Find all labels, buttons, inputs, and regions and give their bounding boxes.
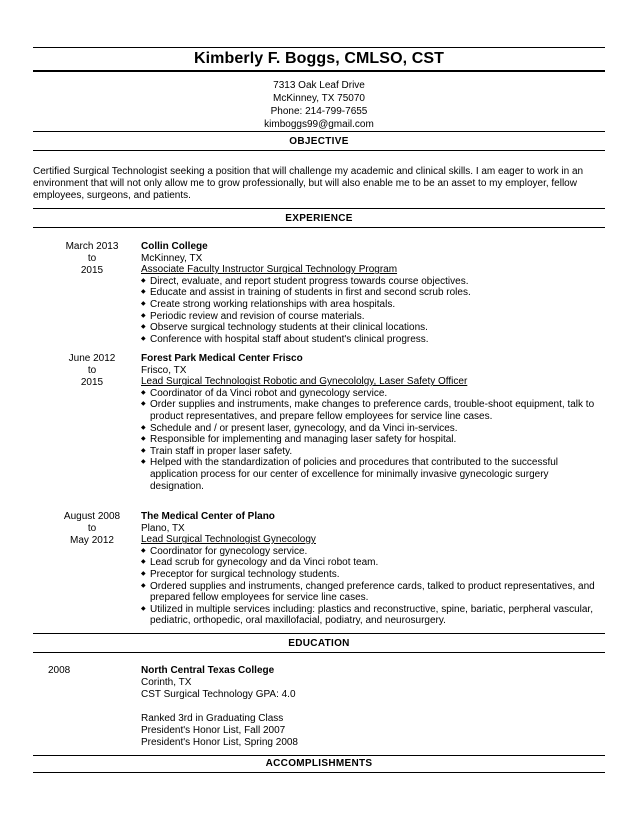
bullet-item: ◆ Helped with the standardization of policies and procedures that contributed to the successful application process for our center of excellence for minimally invasive gynecologic surgery designation. <box>141 457 605 492</box>
phone: Phone: 214-799-7655 <box>270 106 368 117</box>
objective-rule-bottom <box>33 150 605 151</box>
job-organization: The Medical Center of Plano <box>141 511 275 522</box>
bullet-item: ◆ Periodic review and revision of course materials. <box>141 311 605 323</box>
job-dates <box>33 511 151 547</box>
bullet-item: ◆ Observe surgical technology students at their clinical locations. <box>141 322 605 334</box>
job-organization: Forest Park Medical Center Frisco <box>141 353 303 364</box>
bullet-item: ◆ Ordered supplies and instruments, changed preference cards, talked to product representatives, and prepared fellow employees for service line cases. <box>141 581 605 604</box>
bullet-item: ◆ Lead scrub for gynecology and da Vinci robot team. <box>141 557 605 569</box>
bullet-item: ◆ Direct, evaluate, and report student progress towards course objectives. <box>141 276 605 288</box>
job-details <box>141 241 605 345</box>
accomplishments-rule-bottom <box>33 772 605 773</box>
honor-item: President's Honor List, Fall 2007 <box>141 725 286 736</box>
job-title: Lead Surgical Technologist Robotic and Gynecololgy, Laser Safety Officer <box>141 376 468 388</box>
job-dates <box>33 353 151 389</box>
date-to: to <box>87 253 97 264</box>
date-end: 2015 <box>80 377 104 388</box>
education-rule-bottom <box>33 652 605 653</box>
school-location: Corinth, TX <box>141 677 192 688</box>
job-bullets <box>141 388 605 492</box>
objective-heading: OBJECTIVE <box>289 136 349 147</box>
bullet-item: ◆ Educate and assist in training of students in first and second scrub roles. <box>141 287 605 299</box>
objective-rule-top <box>33 131 605 132</box>
experience-heading: EXPERIENCE <box>285 213 353 224</box>
job-title: Associate Faculty Instructor Surgical Technology Program <box>141 264 398 276</box>
job-location: Frisco, TX <box>141 364 187 376</box>
bullet-item: ◆ Train staff in proper laser safety. <box>141 446 605 458</box>
name-underline <box>33 70 605 72</box>
program: CST Surgical Technology GPA: 4.0 <box>141 689 296 700</box>
job-details <box>141 511 605 627</box>
education-date: 2008 <box>48 665 71 676</box>
honor-item: President's Honor List, Spring 2008 <box>141 737 298 748</box>
bullet-item: ◆ Responsible for implementing and managing laser safety for hospital. <box>141 434 605 446</box>
bullet-item: ◆ Create strong working relationships with area hospitals. <box>141 299 605 311</box>
address-line1: 7313 Oak Leaf Drive <box>273 80 365 91</box>
top-rule <box>33 47 605 48</box>
job-details <box>141 353 605 492</box>
email: kimboggs99@gmail.com <box>264 119 374 130</box>
date-start: June 2012 <box>68 353 116 364</box>
bullet-item: ◆ Order supplies and instruments, make changes to preference cards, trouble-shoot equipment, talk to product representatives, and prepare fellow employees for service line cases. <box>141 399 605 422</box>
experience-rule-bottom <box>33 227 605 228</box>
school-name: North Central Texas College <box>141 665 275 676</box>
date-end: 2015 <box>80 265 104 276</box>
date-start: March 2013 <box>65 241 119 252</box>
education-rule-top <box>33 633 605 634</box>
bullet-item: ◆ Coordinator for gynecology service. <box>141 546 605 558</box>
job-location: McKinney, TX <box>141 252 203 264</box>
education-heading: EDUCATION <box>288 638 350 649</box>
date-end: May 2012 <box>70 535 114 546</box>
job-title: Lead Surgical Technologist Gynecology <box>141 534 316 546</box>
bullet-item: ◆ Preceptor for surgical technology students. <box>141 569 605 581</box>
bullet-item: ◆ Schedule and / or present laser, gynecology, and da Vinci in-services. <box>141 423 605 435</box>
accomplishments-rule-top <box>33 755 605 756</box>
date-to: to <box>87 523 97 534</box>
objective-text: Certified Surgical Technologist seeking a position that will challenge my academic and clinical skills. I am eager to work in an environment that will not only allow me to grow professionally, but will also enable me to be an asset to my employer, fellow employees, surgeons, and patients. <box>33 166 584 201</box>
bullet-item: ◆ Coordinator of da Vinci robot and gynecology service. <box>141 388 605 400</box>
job-location: Plano, TX <box>141 522 185 534</box>
job-organization: Collin College <box>141 241 208 252</box>
honor-item: Ranked 3rd in Graduating Class <box>141 713 284 724</box>
job-bullets <box>141 276 605 346</box>
address-line2: McKinney, TX 75070 <box>273 93 365 104</box>
bullet-item: ◆ Conference with hospital staff about student's clinical progress. <box>141 334 605 346</box>
bullet-item: ◆ Utilized in multiple services including: plastics and reconstructive, spine, bariatic, perpheral vascular, pediatric, orthopedic, oral maxillofacial, podiatry, and neurosurgery. <box>141 604 605 627</box>
contact-block <box>33 79 605 131</box>
experience-rule-top <box>33 208 605 209</box>
job-dates <box>33 241 151 277</box>
education-details <box>141 665 605 749</box>
job-bullets <box>141 546 605 627</box>
resume-name: Kimberly F. Boggs, CMLSO, CST <box>193 50 445 67</box>
date-start: August 2008 <box>63 511 121 522</box>
accomplishments-heading: ACCOMPLISHMENTS <box>265 758 373 769</box>
date-to: to <box>87 365 97 376</box>
